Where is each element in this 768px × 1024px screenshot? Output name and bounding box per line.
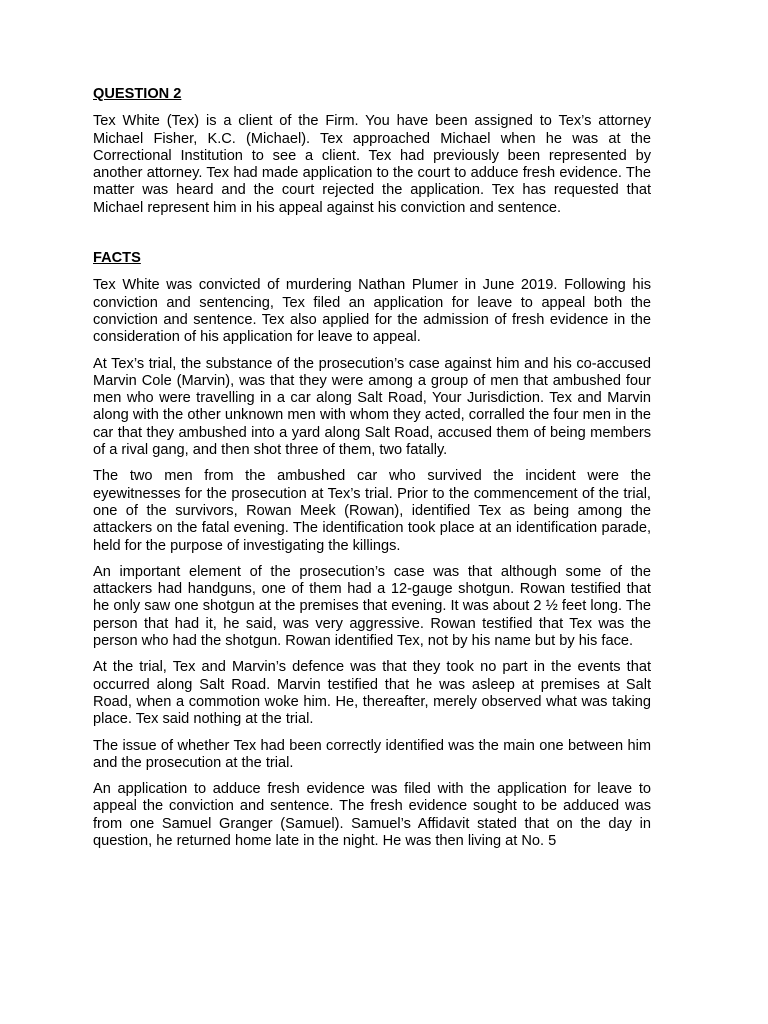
facts-heading: FACTS	[93, 250, 141, 267]
facts-paragraph-1: Tex White was convicted of murdering Nathan Plumer in June 2019. Following his conviction and sentencing, Tex filed an application for leave to appeal both the conviction and sentence. Tex also applied for the admission of fresh evidence in the consideration of his application for leave to appeal.	[93, 277, 651, 346]
question-paragraph: Tex White (Tex) is a client of the Firm. You have been assigned to Tex’s attorney Michael Fisher, K.C. (Michael). Tex approached Michael when he was at the Correctional Institution to see a client. Tex had previously been represented by another attorney. Tex had made application to the court to adduce fresh evidence. The matter was heard and the court rejected the application. Tex has requested that Michael represent him in his appeal against his conviction and sentence.	[93, 113, 651, 216]
facts-paragraph-4: An important element of the prosecution’s case was that although some of the attackers had handguns, one of them had a 12-gauge shotgun. Rowan testified that he only saw one shotgun at the premises that evening. It was about 2 ½ feet long. The person that had it, he said, was very aggressive. Rowan testified that Tex was the person who had the shotgun. Rowan identified Tex, not by his name but by his face.	[93, 563, 651, 650]
facts-paragraph-6: The issue of whether Tex had been correctly identified was the main one between him and the prosecution at the trial.	[93, 737, 651, 771]
section-spacer	[93, 226, 651, 250]
facts-paragraph-7: An application to adduce fresh evidence was filed with the application for leave to appeal the conviction and sentence. The fresh evidence sought to be adduced was from one Samuel Granger (Samuel). Samuel’s Affidavit stated that on the day in question, he returned home late in the night. He was then living at No. 5	[93, 781, 651, 849]
document-page	[93, 86, 651, 859]
facts-paragraph-3: The two men from the ambushed car who survived the incident were the eyewitnesses for the prosecution at Tex’s trial. Prior to the commencement of the trial, one of the survivors, Rowan Meek (Rowan), identified Tex as being among the attackers on the fatal evening. The identification took place at an identification parade, held for the purpose of investigating the killings.	[93, 468, 651, 554]
facts-paragraph-2: At Tex’s trial, the substance of the prosecution’s case against him and his co-accused Marvin Cole (Marvin), was that they were among a group of men that ambushed four men who were travelling in a car along Salt Road, Your Jurisdiction. Tex and Marvin along with the other unknown men with whom they acted, corralled the four men in the car that they ambushed into a yard along Salt Road, accused them of being members of a rival gang, and then shot three of them, two fatally.	[93, 355, 651, 459]
question-heading: QUESTION 2	[93, 86, 182, 102]
facts-paragraph-5: At the trial, Tex and Marvin’s defence was that they took no part in the events that occurred along Salt Road. Marvin testified that he was asleep at premises at Salt Road, when a commotion woke him. He, thereafter, merely observed what was taking place. Tex said nothing at the trial.	[93, 659, 651, 728]
